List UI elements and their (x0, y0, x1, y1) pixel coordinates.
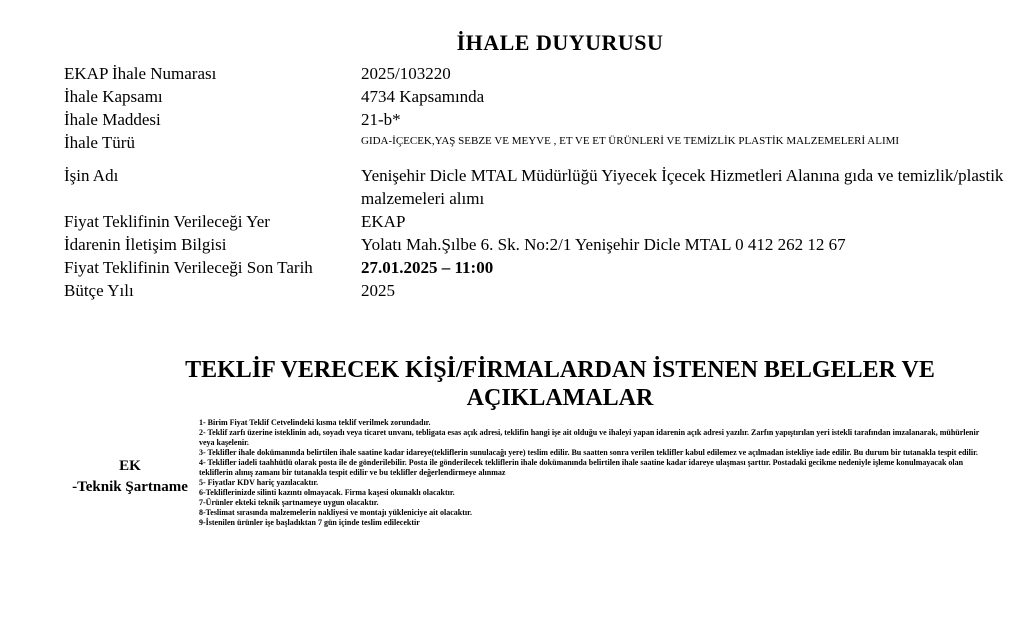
field-label: İşin Adı (64, 166, 119, 185)
field-label: İdarenin İletişim Bilgisi (64, 235, 227, 254)
field-value: 2025/103220 (361, 64, 451, 83)
field-label: İhale Kapsamı (64, 87, 163, 106)
list-item: 7-Ürünler ekteki teknik şartnameye uygun olacaktır. (199, 498, 379, 507)
document-title: İHALE DUYURUSU (456, 30, 664, 55)
field-value: 21-b* (361, 110, 401, 129)
field-label: Fiyat Teklifinin Verileceği Son Tarih (64, 258, 313, 277)
field-value: EKAP (361, 212, 406, 231)
section-title: TEKLİF VERECEK KİŞİ/FİRMALARDAN İSTENEN BELGELER VE AÇIKLAMALAR (185, 357, 935, 411)
info-row-ekap-number (64, 62, 1019, 85)
list-item: 6-Tekliflerinizde silinti kazıntı olmayacak. Firma kaşesi okunaklı olacaktır. (199, 488, 455, 497)
field-value: Yenişehir Dicle MTAL Müdürlüğü Yiyecek İçecek Hizmetleri Alanına gıda ve temizlik/plastik malzemeleri alımı (361, 166, 1004, 208)
info-row-job-name (64, 164, 1019, 210)
requirements-list (199, 418, 989, 528)
field-label: Fiyat Teklifinin Verileceği Yer (64, 212, 270, 231)
info-row-deadline (64, 256, 1019, 279)
tender-info-table (64, 62, 1019, 302)
field-label: EKAP İhale Numarası (64, 64, 217, 83)
info-row-budget-year (64, 279, 1019, 302)
list-item: 1- Birim Fiyat Teklif Cetvelindeki kısma teklif verilmek zorundadır. (199, 418, 431, 427)
field-value: GIDA-İÇECEK,YAŞ SEBZE VE MEYVE , ET VE ET ÜRÜNLERİ VE TEMİZLİK PLASTİK MALZEMELERİ ALIMI (361, 135, 900, 147)
info-row-type (64, 131, 1019, 154)
list-item: 4- Teklifler iadeli taahhütlü olarak posta ile de gönderilebilir. Posta ile gönderilecek tekliflerin ihale dokümanında belirtilen ihale saatine kadar idareye ulaşması şarttır. Postadaki gecikme nedeniyle işleme konulmayacak olan tekliflerin alınış zamanı bir tutanakla tespit edilir ve bu teklifler değerlendirmeye alınmaz (199, 458, 964, 477)
list-item: 2- Teklif zarfı üzerine isteklinin adı, soyadı veya ticaret unvanı, tebligata esas açık adresi, teklifin hangi işe ait olduğu ve ihaleyi yapan idarenin açık adresi yazılır. Zarfın yapıştırılan yeri istekli tarafından imzalanarak, mühürlenir veya kaşelenir. (199, 428, 980, 447)
ek-label-line2: -Teknik Şartname (72, 479, 188, 495)
field-value: 27.01.2025 – 11:00 (361, 258, 494, 277)
info-row-contact (64, 233, 1019, 256)
ek-technical-spec-label (62, 456, 198, 498)
list-item: 3- Teklifler ihale dokümanında belirtilen ihale saatine kadar idareye(tekliflerin sunulacağı yere) teslim edilir. Bu saatten sonra verilen teklifler kabul edilemez ve açılmadan istekliye iade edilir. Bu durum bir tutanakla tespit edilir. (199, 448, 978, 457)
list-item: 9-İstenilen ürünler işe başladıktan 7 gün içinde teslim edilecektir (199, 518, 420, 527)
field-label: Bütçe Yılı (64, 281, 134, 300)
info-row-article (64, 108, 1019, 131)
ek-label-line1: EK (119, 458, 141, 474)
info-row-bid-location (64, 210, 1019, 233)
field-value: Yolatı Mah.Şılbe 6. Sk. No:2/1 Yenişehir Dicle MTAL 0 412 262 12 67 (361, 235, 846, 254)
field-label: İhale Maddesi (64, 110, 161, 129)
list-item: 8-Teslimat sırasında malzemelerin nakliyesi ve montajı yükleniciye ait olacaktır. (199, 508, 472, 517)
info-row-scope (64, 85, 1019, 108)
list-item: 5- Fiyatlar KDV hariç yazılacaktır. (199, 478, 319, 487)
field-value: 2025 (361, 281, 395, 300)
field-label: İhale Türü (64, 133, 135, 152)
field-value: 4734 Kapsamında (361, 87, 485, 106)
